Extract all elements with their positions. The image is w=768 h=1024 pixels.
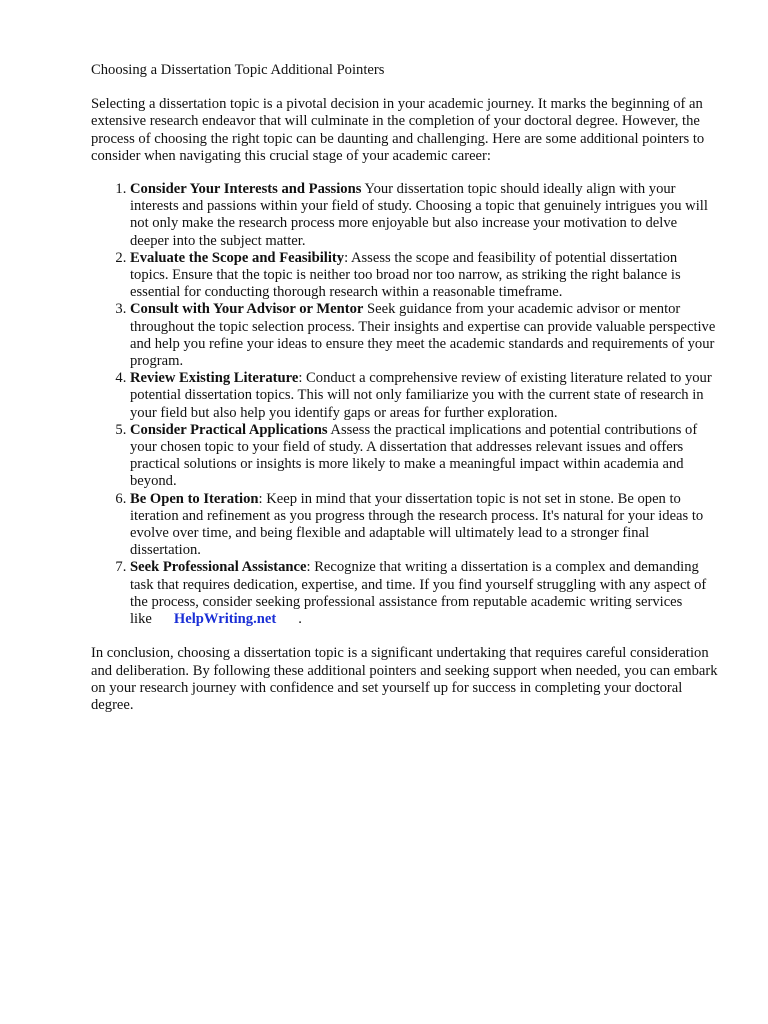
- pointers-list: [91, 181, 719, 628]
- document-page: [91, 62, 719, 714]
- item-text: Assess the practical implications and potential contributions of your chosen topic to your field of study. A dissertation that addresses relevant issues and offers practical solutions or insights is more likely to make a meaningful impact within academia and beyond.: [130, 421, 698, 490]
- helpwriting-link[interactable]: HelpWriting.net: [173, 611, 277, 628]
- list-item: [130, 250, 719, 302]
- item-title: Evaluate the Scope and Feasibility: [130, 249, 345, 266]
- item-text: Assess the scope and feasibility of potential dissertation topics. Ensure that the topic is neither too broad nor too narrow, as striking the right balance is essential for conducting thorough research within a reasonable timeframe.: [130, 249, 681, 301]
- item-title: Seek Professional Assistance: [130, 559, 307, 576]
- item-title: Consider Practical Applications: [130, 421, 328, 438]
- item-text: Conduct a comprehensive review of existing literature related to your potential dissertation topics. This will not only familiarize you with the current state of research in your field but also help you identify gaps or areas for further exploration.: [130, 370, 712, 421]
- item-separator: :: [344, 249, 349, 266]
- document-title: Choosing a Dissertation Topic Additional Pointers: [91, 62, 385, 78]
- list-item: [130, 422, 719, 491]
- list-item: [130, 370, 719, 422]
- intro-paragraph: Selecting a dissertation topic is a pivotal decision in your academic journey. It marks the beginning of an extensive research endeavor that will culminate in the completion of your doctoral degree. However, the process of choosing the right topic can be daunting and challenging. Here are some additional pointers to consider when navigating this crucial stage of your academic career:: [91, 96, 705, 164]
- item-text: Keep in mind that your dissertation topic is not set in stone. Be open to iteration and refinement as you progress through the research process. It's natural for your ideas to evolve over time, and being flexible and adaptable will ultimately lead to a stronger final dissertation.: [130, 490, 704, 559]
- item-title: Consider Your Interests and Passions: [130, 181, 362, 198]
- item-title: Be Open to Iteration: [130, 490, 259, 507]
- item-separator: :: [258, 490, 263, 507]
- conclusion-paragraph: In conclusion, choosing a dissertation topic is a significant undertaking that requires careful consideration and deliberation. By following these additional pointers and seeking support when needed, you can embark on your research journey with confidence and set yourself up for success in completing your doctoral degree.: [91, 645, 718, 713]
- item-text: Seek guidance from your academic advisor or mentor throughout the topic selection process. Their insights and expertise can provide valuable perspective and help you refine your ideas to ensure they meet the academic standards and requirements of your program.: [130, 301, 716, 370]
- item-text: Your dissertation topic should ideally align with your interests and passions within your field of study. Choosing a topic that genuinely intrigues you will not only make the research process more enjoyable but also increase your motivation to delve deeper into the subject matter.: [130, 181, 708, 249]
- item-trailing-period: .: [298, 611, 302, 628]
- item-separator: :: [306, 559, 311, 576]
- item-title: Review Existing Literature: [130, 370, 299, 387]
- item-separator: :: [298, 370, 303, 387]
- list-item: [130, 559, 719, 628]
- list-item: [130, 301, 719, 370]
- list-item: [130, 181, 719, 250]
- list-item: [130, 491, 719, 560]
- item-text: Recognize that writing a dissertation is a complex and demanding task that requires dedication, expertise, and time. If you find yourself struggling with any aspect of the process, consider seeking professional assistance from reputable academic writing services like: [130, 559, 707, 628]
- item-title: Consult with Your Advisor or Mentor: [130, 301, 364, 318]
